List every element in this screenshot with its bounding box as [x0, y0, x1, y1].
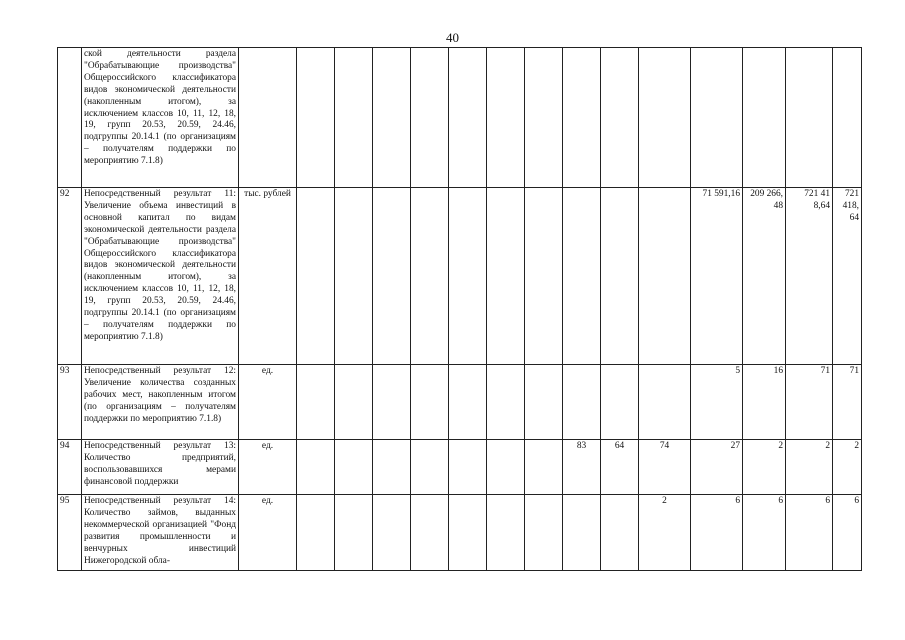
value-cell: [297, 188, 335, 365]
value-cell: [487, 48, 525, 188]
value-cell: [297, 440, 335, 495]
value-cell: [563, 365, 601, 440]
value-cell: [525, 48, 563, 188]
value-cell: [601, 48, 639, 188]
value-cell: 83: [563, 440, 601, 495]
value-cell: 2: [833, 440, 862, 495]
table-row: [58, 48, 862, 188]
value-cell: [373, 365, 411, 440]
value-cell: 2: [743, 440, 786, 495]
value-cell: [335, 495, 373, 571]
value-cell: [563, 188, 601, 365]
value-cell: [639, 48, 691, 188]
value-cell: 74: [639, 440, 691, 495]
page-number: 40: [446, 30, 459, 45]
row-number: 94: [58, 440, 82, 495]
value-cell: [563, 48, 601, 188]
value-cell: 2: [786, 440, 833, 495]
value-cell: 6: [786, 495, 833, 571]
unit-of-measure: [239, 48, 297, 188]
table-row: [58, 365, 862, 440]
indicator-description: Непосредственный результат 12: Увеличение количества созданных рабочих мест, накопленным итогом (по организациям – получателям поддержки по мероприятию 7.1.8): [82, 365, 239, 440]
value-cell: [691, 48, 743, 188]
value-cell: [601, 365, 639, 440]
indicator-description: ской деятельности раздела "Обрабатывающие производства" Общероссийского классификатора видов экономической деятельности (накопленным итогом), за исключением классов 10, 11, 12, 18, 19, групп 20.53, 20.59, 24.46, подгруппы 20.14.1 (по организациям – получателям поддержки по мероприятию 7.1.8): [82, 48, 239, 188]
value-cell: [487, 188, 525, 365]
value-cell: [297, 365, 335, 440]
value-cell: [525, 495, 563, 571]
value-cell: 27: [691, 440, 743, 495]
table-row: [58, 495, 862, 571]
row-number: [58, 48, 82, 188]
value-cell: [373, 48, 411, 188]
unit-of-measure: ед.: [239, 440, 297, 495]
value-cell: 2: [639, 495, 691, 571]
value-cell: [487, 440, 525, 495]
value-cell: 64: [601, 440, 639, 495]
value-cell: [335, 365, 373, 440]
value-cell: [373, 188, 411, 365]
value-cell: [639, 365, 691, 440]
indicator-description: Непосредственный результат 13: Количество предприятий, воспользовавшихся мерами финансовой поддержки: [82, 440, 239, 495]
value-cell: [411, 188, 449, 365]
value-cell: 71 591,16: [691, 188, 743, 365]
value-cell: [449, 440, 487, 495]
value-cell: [487, 495, 525, 571]
value-cell: [373, 440, 411, 495]
value-cell: 721 41 8,64: [786, 188, 833, 365]
value-cell: [786, 48, 833, 188]
value-cell: [297, 48, 335, 188]
value-cell: [525, 440, 563, 495]
value-cell: [449, 48, 487, 188]
table-row: [58, 440, 862, 495]
table-row: [58, 188, 862, 365]
value-cell: [297, 495, 335, 571]
value-cell: [335, 48, 373, 188]
value-cell: [525, 365, 563, 440]
value-cell: [373, 495, 411, 571]
value-cell: [449, 188, 487, 365]
value-cell: [411, 48, 449, 188]
value-cell: [449, 365, 487, 440]
value-cell: [743, 48, 786, 188]
unit-of-measure: ед.: [239, 495, 297, 571]
value-cell: [335, 440, 373, 495]
value-cell: 6: [833, 495, 862, 571]
value-cell: [601, 188, 639, 365]
value-cell: 721 418, 64: [833, 188, 862, 365]
value-cell: [449, 495, 487, 571]
value-cell: 209 266, 48: [743, 188, 786, 365]
unit-of-measure: ед.: [239, 365, 297, 440]
value-cell: [601, 495, 639, 571]
value-cell: 71: [786, 365, 833, 440]
unit-of-measure: тыс. рублей: [239, 188, 297, 365]
value-cell: 71: [833, 365, 862, 440]
value-cell: 5: [691, 365, 743, 440]
value-cell: [563, 495, 601, 571]
indicator-description: Непосредственный результат 11: Увеличение объема инвестиций в основной капитал по видам экономической деятельности раздела "Обрабатывающие производства" Общероссийского классификатора видов экономической деятельности (накопленным итогом), за исключением классов 10, 11, 12, 18, 19, групп 20.53, 20.59, 24.46, подгруппы 20.14.1 (по организациям – получателям поддержки по мероприятию 7.1.8): [82, 188, 239, 365]
value-cell: 6: [743, 495, 786, 571]
value-cell: [639, 188, 691, 365]
row-number: 95: [58, 495, 82, 571]
indicator-description: Непосредственный результат 14: Количество займов, выданных некоммерческой организацией "Фонд развития промышленности и венчурных инвестиций Нижегородской обла-: [82, 495, 239, 571]
row-number: 93: [58, 365, 82, 440]
value-cell: 6: [691, 495, 743, 571]
value-cell: [411, 365, 449, 440]
value-cell: [833, 48, 862, 188]
value-cell: [525, 188, 563, 365]
value-cell: [411, 440, 449, 495]
indicators-table: [57, 47, 862, 571]
value-cell: [411, 495, 449, 571]
value-cell: 16: [743, 365, 786, 440]
value-cell: [487, 365, 525, 440]
row-number: 92: [58, 188, 82, 365]
value-cell: [335, 188, 373, 365]
